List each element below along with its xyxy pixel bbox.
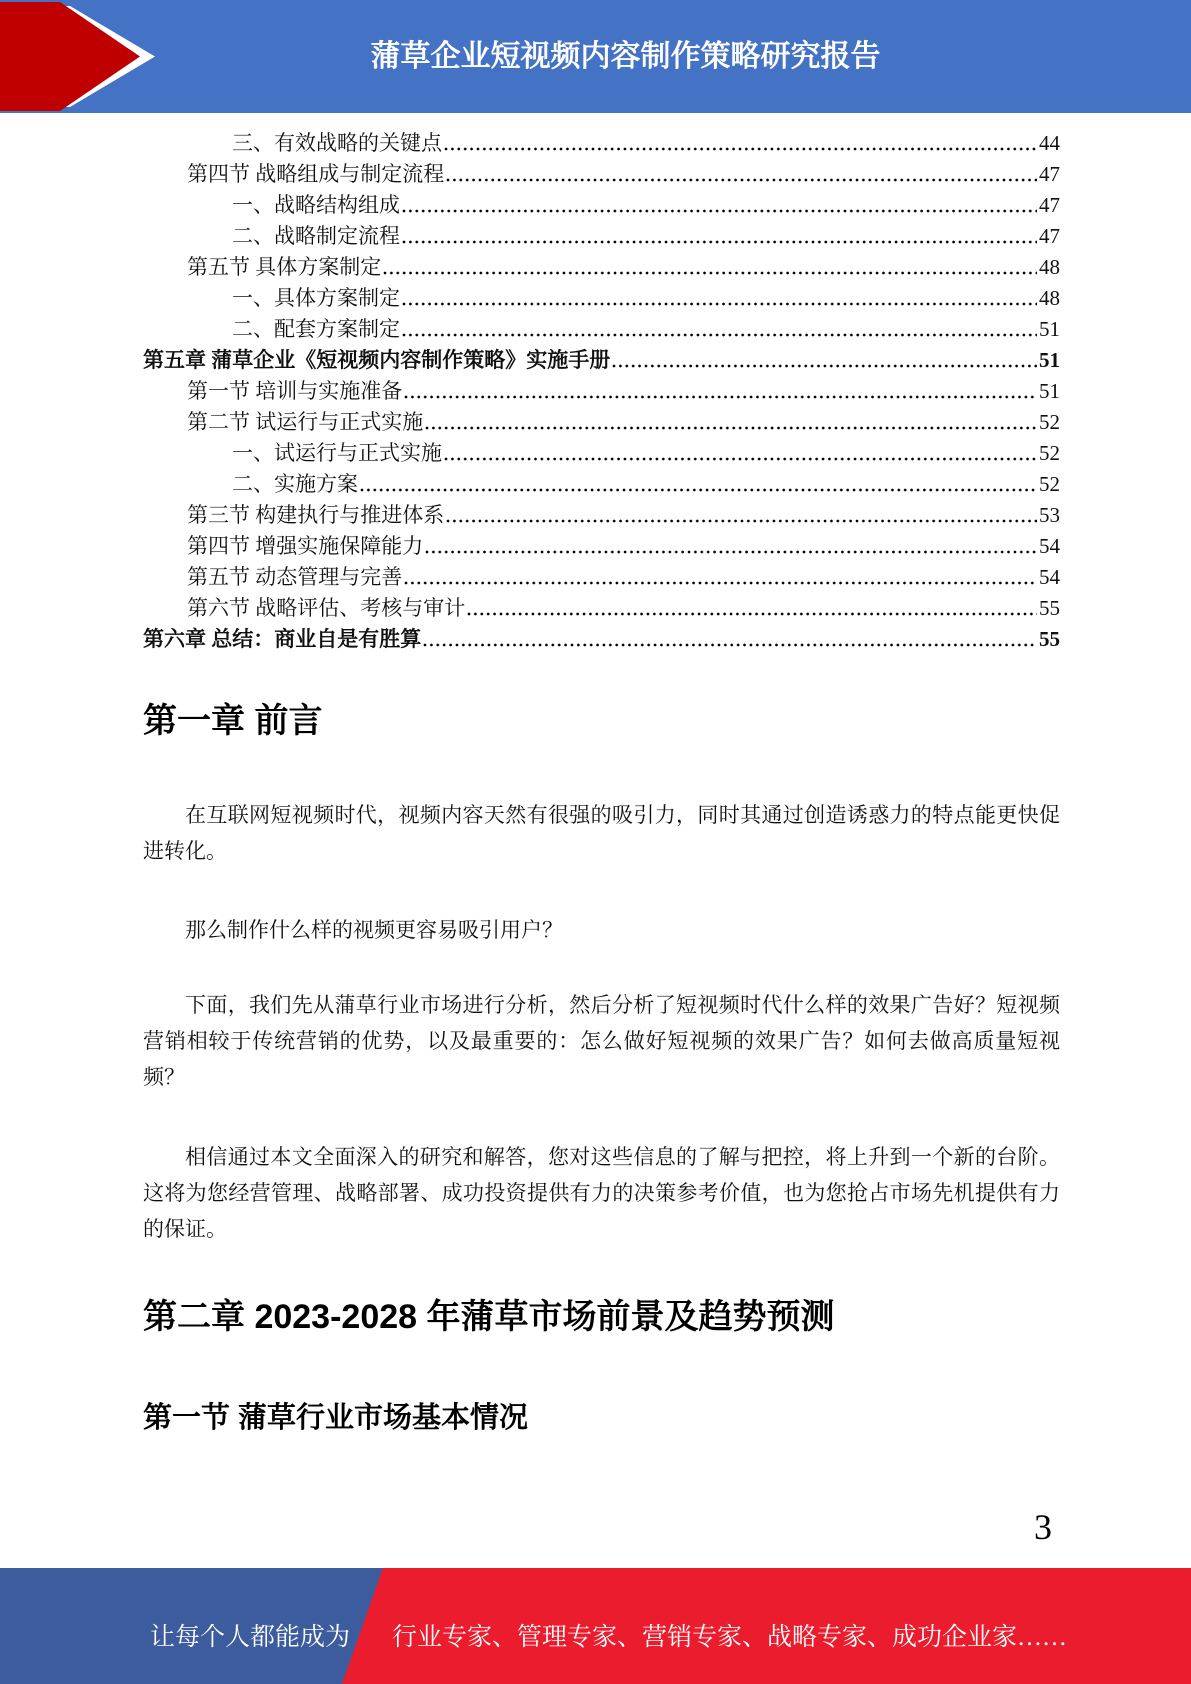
- footer-slogan-right: 行业专家、管理专家、营销专家、战略专家、成功企业家……: [392, 1624, 1068, 1651]
- toc-entry-label: 第五节 具体方案制定: [187, 255, 382, 279]
- header-banner: [0, 0, 1191, 113]
- toc-entry: [143, 469, 1060, 500]
- footer: [0, 1568, 1191, 1684]
- toc-leader-dots: [402, 302, 1037, 306]
- toc-entry-label: 第六节 战略评估、考核与审计: [187, 596, 466, 620]
- toc-entry: [143, 376, 1060, 407]
- chapter-1-heading: 第一章 前言: [143, 702, 323, 740]
- paragraph: 那么制作什么样的视频更容易吸引用户？: [185, 918, 563, 942]
- arrow-icon: [0, 0, 170, 113]
- toc-leader-dots: [444, 457, 1037, 461]
- toc-leader-dots: [402, 209, 1037, 213]
- toc-entry-label: 第四节 战略组成与制定流程: [187, 162, 445, 186]
- toc-entry-label: 第二节 试运行与正式实施: [187, 410, 424, 434]
- toc-entry-label: 第三节 构建执行与推进体系: [187, 503, 445, 527]
- section-1-heading: 第一节 蒲草行业市场基本情况: [143, 1402, 529, 1434]
- toc-entry-label: 第五节 动态管理与完善: [187, 565, 403, 589]
- toc-entry: [143, 593, 1060, 624]
- toc-entry: [143, 314, 1060, 345]
- toc-entry-label: 二、战略制定流程: [232, 224, 400, 248]
- toc-entry: [143, 438, 1060, 469]
- toc-entry-label: 一、试运行与正式实施: [232, 441, 442, 465]
- paragraph: 下面，我们先从蒲草行业市场进行分析，然后分析了短视频时代什么样的效果广告好？短视频营销相较于传统营销的优势，以及最重要的：怎么做好短视频的效果广告？如何去做高质量短视频？: [143, 993, 1060, 1089]
- toc-leader-dots: [404, 395, 1037, 399]
- toc-entry: [143, 283, 1060, 314]
- toc-entry-label: 二、实施方案: [232, 472, 358, 496]
- toc-entry-label: 一、战略结构组成: [232, 193, 400, 217]
- paragraph: 相信通过本文全面深入的研究和解答，您对这些信息的了解与把控，将上升到一个新的台阶。这将为您经营管理、战略部署、成功投资提供有力的决策参考价值，也为您抢占市场先机提供有力的保证。: [143, 1145, 1060, 1241]
- toc-page-number: 52: [1039, 410, 1060, 434]
- paragraph: 在互联网短视频时代，视频内容天然有很强的吸引力，同时其通过创造诱惑力的特点能更快促进转化。: [143, 803, 1060, 863]
- toc-entry: [143, 500, 1060, 531]
- toc-entry-label: 第五章 蒲草企业《短视频内容制作策略》实施手册: [143, 348, 611, 372]
- toc-page-number: 47: [1039, 193, 1060, 217]
- toc-entry: [143, 159, 1060, 190]
- chapter-2-heading: 第二章 2023-2028 年蒲草市场前景及趋势预测: [143, 1298, 835, 1336]
- table-of-contents: [143, 128, 1060, 655]
- toc-page-number: 54: [1039, 565, 1060, 589]
- toc-page-number: 44: [1039, 131, 1060, 155]
- toc-leader-dots: [423, 643, 1037, 647]
- toc-leader-dots: [425, 426, 1037, 430]
- toc-page-number: 52: [1039, 441, 1060, 465]
- toc-leader-dots: [467, 612, 1037, 616]
- toc-entry: [143, 407, 1060, 438]
- toc-entry-label: 第四节 增强实施保障能力: [187, 534, 424, 558]
- toc-page-number: 51: [1039, 317, 1060, 341]
- toc-entry: [143, 221, 1060, 252]
- toc-leader-dots: [425, 550, 1037, 554]
- toc-page-number: 55: [1039, 596, 1060, 620]
- toc-leader-dots: [446, 519, 1037, 523]
- toc-page-number: 54: [1039, 534, 1060, 558]
- toc-leader-dots: [612, 364, 1037, 368]
- toc-entry: [143, 190, 1060, 221]
- toc-page-number: 47: [1039, 162, 1060, 186]
- toc-entry-label: 一、具体方案制定: [232, 286, 400, 310]
- toc-entry-label: 第六章 总结：商业自是有胜算: [143, 627, 422, 651]
- toc-entry: [143, 252, 1060, 283]
- toc-leader-dots: [360, 488, 1037, 492]
- toc-leader-dots: [402, 240, 1037, 244]
- report-title: 蒲草企业短视频内容制作策略研究报告: [370, 39, 881, 73]
- toc-page-number: 52: [1039, 472, 1060, 496]
- toc-entry-label: 二、配套方案制定: [232, 317, 400, 341]
- toc-leader-dots: [383, 271, 1037, 275]
- toc-entry-label: 第一节 培训与实施准备: [187, 379, 403, 403]
- toc-page-number: 48: [1039, 255, 1060, 279]
- toc-entry-label: 三、有效战略的关键点: [232, 131, 442, 155]
- toc-leader-dots: [446, 178, 1037, 182]
- toc-entry: [143, 624, 1060, 655]
- toc-page-number: 48: [1039, 286, 1060, 310]
- toc-leader-dots: [444, 147, 1037, 151]
- toc-entry: [143, 562, 1060, 593]
- footer-slogan-left: 让每个人都能成为: [149, 1624, 350, 1651]
- toc-entry: [143, 128, 1060, 159]
- toc-page-number: 53: [1039, 503, 1060, 527]
- page-number: 3: [1034, 1507, 1052, 1547]
- toc-leader-dots: [402, 333, 1037, 337]
- toc-page-number: 51: [1039, 348, 1060, 372]
- toc-entry: [143, 531, 1060, 562]
- toc-leader-dots: [404, 581, 1037, 585]
- toc-page-number: 47: [1039, 224, 1060, 248]
- toc-page-number: 55: [1039, 627, 1060, 651]
- toc-page-number: 51: [1039, 379, 1060, 403]
- toc-entry: [143, 345, 1060, 376]
